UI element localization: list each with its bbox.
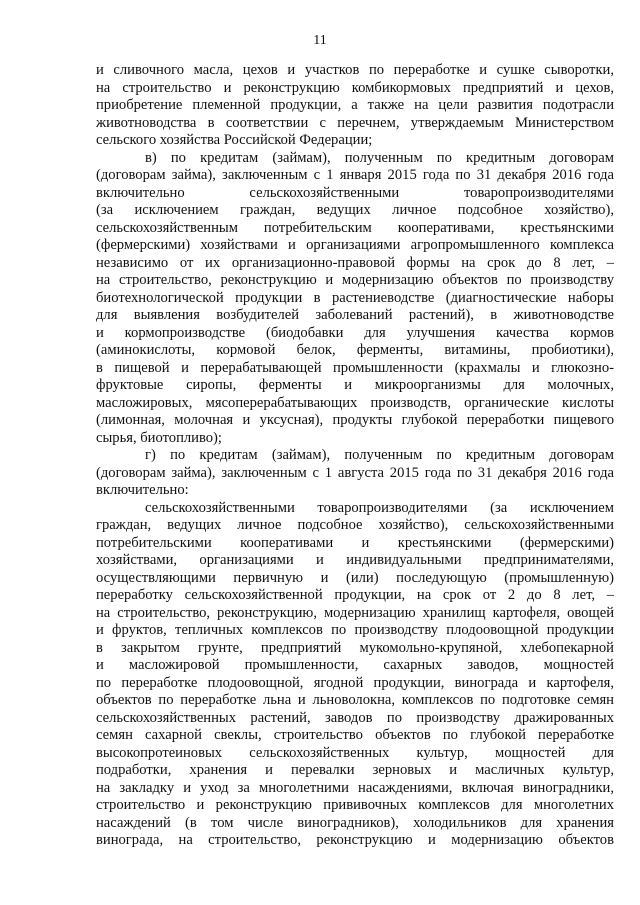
text-line: строительство и реконструкцию прививочных комплексов для многолетних	[96, 797, 614, 813]
text-line: (лимонная, молочная и уксусная), продукты глубокой переработки пищевого	[96, 412, 614, 428]
text-line: потребительскими кооперативами и крестьянскими (фермерскими)	[96, 534, 614, 551]
text-line: на строительство, реконструкцию, модернизацию хранилищ картофеля, овощей	[96, 604, 614, 621]
text-line: насаждений (в том числе виноградников), холодильников для хранения	[96, 814, 614, 831]
text-line: в пищевой и перерабатывающей промышленности (крахмалы и глюкозно-	[96, 359, 614, 376]
text-line: на закладку и уход за многолетними насаждениями, включая виноградники,	[96, 779, 614, 796]
text-line: хозяйствами, организациями и индивидуальными предпринимателями,	[96, 552, 614, 568]
text-line: сельскохозяйственными товаропроизводителями (за исключением	[145, 499, 614, 516]
body-text	[96, 62, 614, 850]
text-line: осуществляющими первичную и (или) последующую (промышленную)	[96, 569, 614, 586]
text-line: граждан, ведущих личное подсобное хозяйство), сельскохозяйственными	[96, 517, 614, 533]
text-line: (фермерскими) хозяйствами и организациями агропромышленного комплекса	[96, 237, 614, 253]
text-line: на строительство и реконструкцию комбикормовых предприятий и цехов,	[96, 79, 614, 96]
text-line: (аминокислоты, кормовой белок, ферменты, витамины, пробиотики),	[96, 342, 614, 358]
text-line: (договорам займа), заключенным с 1 января 2015 года по 31 декабря 2016 года	[96, 167, 614, 183]
text-line: семян сахарной свеклы, строительство объектов по глубокой переработке	[96, 727, 614, 743]
text-line: в закрытом грунте, предприятий мукомольно-крупяной, хлебопекарной	[96, 639, 614, 656]
text-line: высокопротеиновых сельскохозяйственных культур, мощностей для	[96, 744, 614, 761]
text-line: винограда, на строительство, реконструкцию и модернизацию объектов	[96, 832, 614, 848]
text-line: животноводства в соответствии с перечнем, утверждаемым Министерством	[96, 114, 614, 131]
text-line: фруктовые сиропы, ферменты и микроорганизмы для молочных,	[96, 377, 614, 393]
text-line: включительно:	[96, 482, 189, 498]
text-line: и масложировой промышленности, сахарных заводов, мощностей	[96, 657, 614, 673]
text-line: (за исключением граждан, ведущих личное подсобное хозяйство),	[96, 202, 614, 218]
text-line: сельского хозяйства Российской Федерации;	[96, 132, 373, 148]
text-line: и фруктов, тепличных комплексов по производству плодоовощной продукции	[96, 622, 614, 638]
text-line: приобретение племенной продукции, а также на цели развития подотрасли	[96, 97, 614, 113]
text-line: и кормопроизводстве (биодобавки для улучшения качества кормов	[96, 324, 614, 341]
page-number: 11	[313, 33, 327, 48]
text-line: на строительство, реконструкцию и модернизацию объектов по производству	[96, 272, 614, 288]
text-line: переработку сельскохозяйственной продукции, на срок от 2 до 8 лет, –	[96, 587, 614, 603]
text-line: сельскохозяйственных растений, заводов по производству дражированных	[96, 709, 614, 726]
text-line: объектов по переработке льна и льноволокна, комплексов по подготовке семян	[96, 692, 614, 708]
text-line: по переработке плодоовощной, ягодной продукции, винограда и картофеля,	[96, 674, 614, 691]
text-line: и сливочного масла, цехов и участков по переработке и сушке сыворотки,	[96, 62, 614, 78]
text-line: биотехнологической продукции в растениеводстве (диагностические наборы	[96, 289, 614, 306]
text-line: масложировых, мясоперерабатывающих производств, органические кислоты	[96, 394, 614, 411]
text-line: (договорам займа), заключенным с 1 августа 2015 года по 31 декабря 2016 года	[96, 464, 614, 481]
text-line: для выявления возбудителей заболеваний растений), в животноводстве	[96, 307, 614, 323]
text-line: сельскохозяйственным потребительским кооперативами, крестьянскими	[96, 219, 614, 236]
text-line: независимо от их организационно-правовой формы на срок до 8 лет, –	[96, 254, 614, 271]
text-line: подработки, хранения и перевалки зерновых и масличных культур,	[96, 762, 614, 778]
text-line: в) по кредитам (займам), полученным по кредитным договорам	[145, 149, 614, 166]
text-line: включительно сельскохозяйственными товаропроизводителями	[96, 184, 614, 201]
text-line: г) по кредитам (займам), полученным по кредитным договорам	[145, 447, 614, 463]
text-line: сырья, биотопливо);	[96, 429, 222, 446]
